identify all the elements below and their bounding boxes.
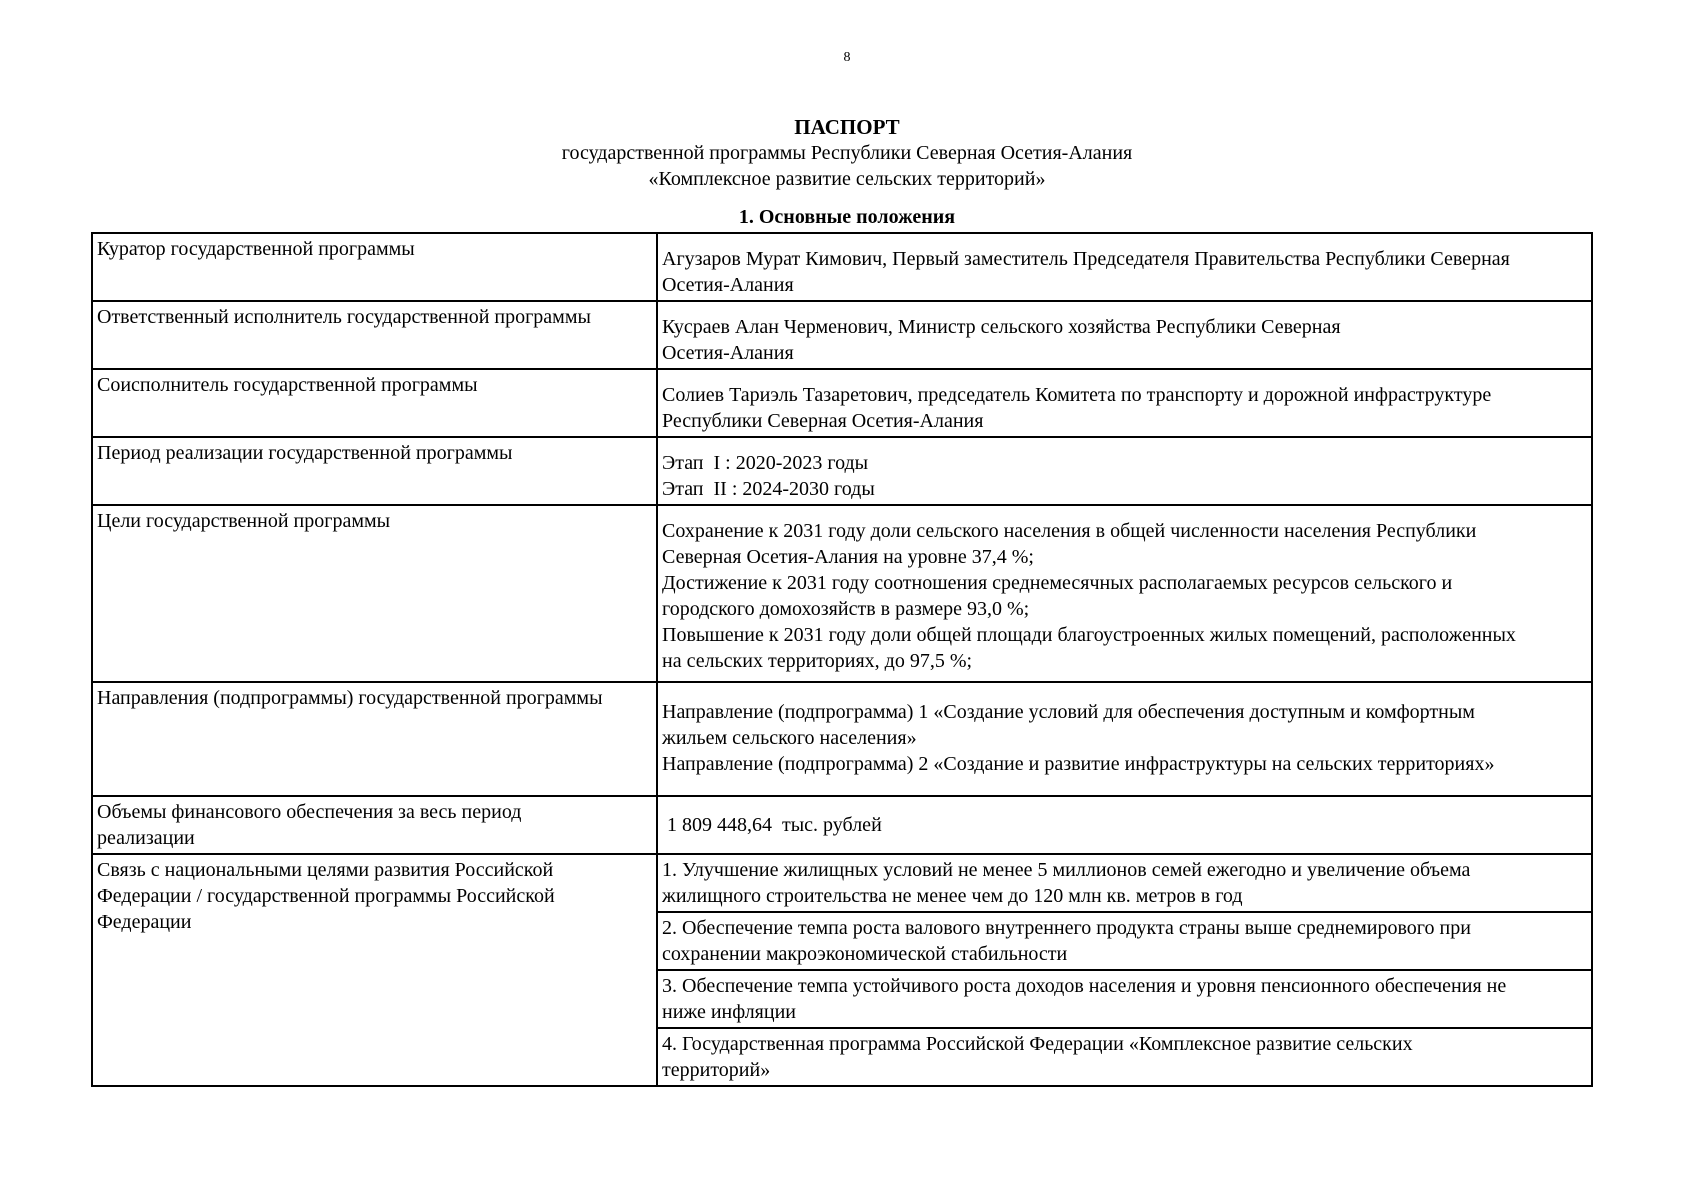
- row-value: [657, 301, 1592, 369]
- table-row-directions: [92, 682, 1592, 796]
- value-line: Солиев Тариэль Тазаретович, председатель Комитета по транспорту и дорожной инфраструктуре: [662, 384, 1492, 406]
- document-subtitle-line1: государственной программы Республики Северная Осетия-Алания: [561, 142, 1133, 164]
- item-line: ниже инфляции: [662, 1001, 796, 1023]
- list-item: [658, 1029, 1591, 1085]
- list-item: [658, 913, 1591, 971]
- row-label: Ответственный исполнитель государственной программы: [92, 301, 657, 369]
- item-line: сохранении макроэкономической стабильности: [662, 943, 1068, 965]
- label-line: Федерации / государственной программы Российской: [97, 885, 555, 907]
- list-item: [658, 971, 1591, 1029]
- financing-amount: 1 809 448,64 тыс. рублей: [662, 814, 882, 836]
- table-row-financing: [92, 796, 1592, 854]
- label-line: реализации: [97, 827, 195, 849]
- row-label: Соисполнитель государственной программы: [92, 369, 657, 437]
- value-line: Республики Северная Осетия-Алания: [662, 410, 984, 432]
- goal-line: Достижение к 2031 году соотношения среднемесячных располагаемых ресурсов сельского и: [662, 572, 1453, 594]
- table-row-curator: [92, 233, 1592, 301]
- goal-line: Повышение к 2031 году доли общей площади благоустроенных жилых помещений, расположенных: [662, 624, 1516, 646]
- table-row-coexecutor: [92, 369, 1592, 437]
- page-number: 8: [843, 50, 851, 65]
- goal-line: на сельских территориях, до 97,5 %;: [662, 650, 973, 672]
- document-title: ПАСПОРТ: [794, 115, 900, 139]
- table-row-national-goals: [92, 854, 1592, 1086]
- row-label: [92, 796, 657, 854]
- label-line: Связь с национальными целями развития Российской: [97, 859, 554, 881]
- goal-line: Сохранение к 2031 году доли сельского населения в общей численности населения Республики: [662, 520, 1477, 542]
- row-value: [657, 369, 1592, 437]
- direction-line: Направление (подпрограмма) 1 «Создание условий для обеспечения доступным и комфортным: [662, 701, 1475, 723]
- item-line: 2. Обеспечение темпа роста валового внутреннего продукта страны выше среднемирового при: [662, 917, 1471, 939]
- item-line: 3. Обеспечение темпа устойчивого роста доходов населения и уровня пенсионного обеспечения не: [662, 975, 1507, 997]
- row-value: [657, 854, 1592, 1086]
- direction-line: Направление (подпрограмма) 2 «Создание и развитие инфраструктуры на сельских территориях»: [662, 753, 1495, 775]
- row-value: [657, 505, 1592, 682]
- goal-line: городского домохозяйств в размере 93,0 %;: [662, 598, 1030, 620]
- item-line: территорий»: [662, 1059, 771, 1081]
- label-line: Федерации: [97, 911, 192, 933]
- row-label: Куратор государственной программы: [92, 233, 657, 301]
- stage-2: Этап II : 2024-2030 годы: [662, 478, 875, 500]
- direction-line: жильем сельского населения»: [662, 727, 917, 749]
- section-title: 1. Основные положения: [738, 206, 956, 228]
- row-label: Период реализации государственной программы: [92, 437, 657, 505]
- row-value: [657, 233, 1592, 301]
- table-row-goals: [92, 505, 1592, 682]
- item-line: 4. Государственная программа Российской Федерации «Комплексное развитие сельских: [662, 1033, 1413, 1055]
- value-line: Осетия-Алания: [662, 274, 794, 296]
- item-line: жилищного строительства не менее чем до 120 млн кв. метров в год: [662, 885, 1243, 907]
- table-row-executor: [92, 301, 1592, 369]
- label-line: Объемы финансового обеспечения за весь период: [97, 801, 522, 823]
- value-line: Агузаров Мурат Кимович, Первый заместитель Председателя Правительства Республики Северная: [662, 248, 1510, 270]
- document-subtitle-line2: «Комплексное развитие сельских территорий»: [648, 168, 1046, 190]
- table-row-period: [92, 437, 1592, 505]
- row-label: [92, 854, 657, 1086]
- value-line: Осетия-Алания: [662, 342, 794, 364]
- row-value: [657, 682, 1592, 796]
- value-line: Кусраев Алан Черменович, Министр сельского хозяйства Республики Северная: [662, 316, 1341, 338]
- stage-1: Этап I : 2020-2023 годы: [662, 452, 869, 474]
- row-value: [657, 796, 1592, 854]
- passport-table: [91, 232, 1593, 1087]
- row-label: Направления (подпрограммы) государственной программы: [92, 682, 657, 796]
- document-header: [0, 114, 1694, 192]
- list-item: [658, 855, 1591, 913]
- goal-line: Северная Осетия-Алания на уровне 37,4 %;: [662, 546, 1034, 568]
- row-label: Цели государственной программы: [92, 505, 657, 682]
- row-value: [657, 437, 1592, 505]
- item-line: 1. Улучшение жилищных условий не менее 5 миллионов семей ежегодно и увеличение объема: [662, 859, 1471, 881]
